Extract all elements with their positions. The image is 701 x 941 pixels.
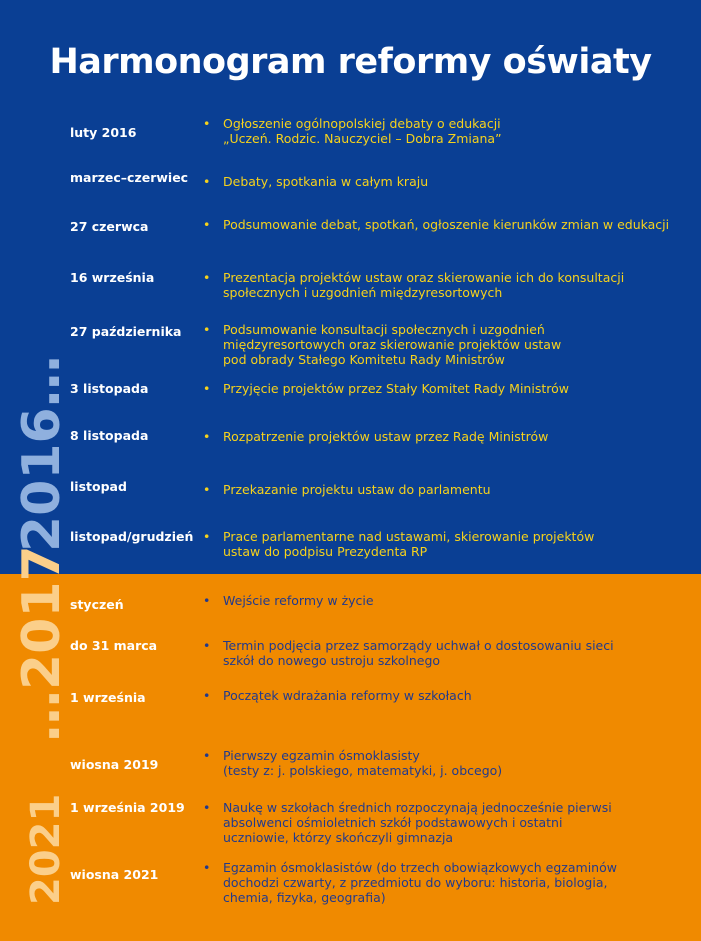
timeline-date: 1 września [70,690,146,705]
year-label-2021: 2021 [23,793,69,905]
bullet-icon: • [203,116,211,131]
timeline-date: do 31 marca [70,638,158,653]
timeline-description: Prace parlamentarne nad ustawami, skierowanie projektów ustaw do podpisu Prezydenta RP [223,529,595,559]
bullet-icon: • [203,429,211,444]
timeline-date: wiosna 2021 [70,867,159,882]
timeline-date: listopad/grudzień [70,529,194,544]
timeline-description: Początek wdrażania reformy w szkołach [223,688,472,703]
year-label-2016: 2016… [12,355,72,552]
bullet-icon: • [203,482,211,497]
bullet-icon: • [203,174,211,189]
timeline-description: Przekazanie projektu ustaw do parlamentu [223,482,491,497]
bullet-icon: • [203,381,211,396]
timeline-description: Egzamin ósmoklasistów (do trzech obowiązkowych egzaminów dochodzi czwarty, z przedmiotu do wyboru: historia, biologia, chemia, fizyka, geografia) [223,860,617,905]
timeline-date: 1 września 2019 [70,800,185,815]
bullet-icon: • [203,322,211,337]
bullet-icon: • [203,688,211,703]
bullet-icon: • [203,638,211,653]
timeline-description: Podsumowanie debat, spotkań, ogłoszenie kierunków zmian w edukacji [223,217,670,232]
timeline-description: Rozpatrzenie projektów ustaw przez Radę Ministrów [223,429,549,444]
timeline-description: Naukę w szkołach średnich rozpoczynają jednocześnie pierwsi absolwenci ośmioletnich szkół podstawowych i ostatni uczniowie, którzy skończyli gimnazja [223,800,612,845]
timeline-description: Debaty, spotkania w całym kraju [223,174,429,189]
timeline-date: marzec–czerwiec [70,170,189,185]
page-title: Harmonogram reformy oświaty [49,42,652,82]
timeline-description: Pierwszy egzamin ósmoklasisty (testy z: j. polskiego, matematyki, j. obcego) [223,748,503,778]
bullet-icon: • [203,800,211,815]
timeline-description: Prezentacja projektów ustaw oraz skierowanie ich do konsultacji społecznych i uzgodnień międzyresortowych [223,270,625,300]
bullet-icon: • [203,529,211,544]
bullet-icon: • [203,217,211,232]
timeline-description: Termin podjęcia przez samorządy uchwał o dostosowaniu sieci szkół do nowego ustroju szkolnego [223,638,614,668]
bullet-icon: • [203,593,211,608]
timeline-date: 3 listopada [70,381,149,396]
timeline-description: Podsumowanie konsultacji społecznych i uzgodnień międzyresortowych oraz skierowanie projektów ustaw pod obrady Stałego Komitetu Rady Ministrów [223,322,562,367]
timeline-description: Przyjęcie projektów przez Stały Komitet Rady Ministrów [223,381,569,396]
timeline-date: styczeń [70,597,124,612]
bullet-icon: • [203,860,211,875]
timeline-date: 27 października [70,324,182,339]
bullet-icon: • [203,270,211,285]
timeline-description: Wejście reformy w życie [223,593,374,608]
bullet-icon: • [203,748,211,763]
timeline-date: wiosna 2019 [70,757,159,772]
timeline-date: listopad [70,479,127,494]
timeline-date: 16 września [70,270,155,285]
timeline-date: luty 2016 [70,125,137,140]
section-2017-background [0,574,701,941]
timeline-date: 27 czerwca [70,219,149,234]
timeline-date: 8 listopada [70,428,149,443]
year-label-2017: …2017 [12,545,72,742]
timeline-description: Ogłoszenie ogólnopolskiej debaty o edukacji „Uczeń. Rodzic. Nauczyciel – Dobra Zmiana” [223,116,502,146]
